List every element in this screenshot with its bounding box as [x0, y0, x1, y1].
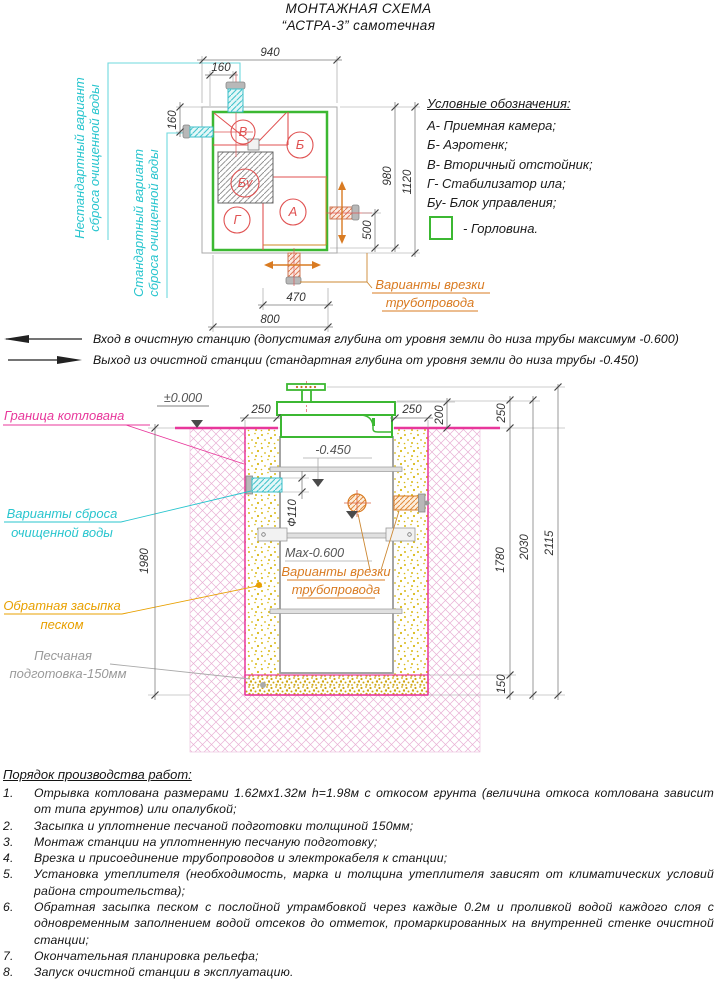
vent-pipe-cap: [226, 82, 245, 89]
legend-item-g: Г- Стабилизатор ила;: [427, 175, 566, 191]
discharge-variants-label-line2: очищенной воды: [11, 525, 113, 540]
dim-250-left: 250: [251, 404, 271, 416]
vent-pipe: [228, 89, 243, 112]
legend-title: Условные обозначения:: [427, 96, 571, 111]
tank-rib-bottom: [270, 609, 402, 614]
level-minus-450: -0.450: [315, 443, 351, 457]
level-max-600: Max-0.600: [285, 546, 345, 560]
dim-250-right: 250: [402, 404, 422, 416]
legend-item-gorlovina: [427, 216, 713, 240]
backfill-label-line1: Обратная засыпка: [3, 598, 121, 613]
inlet-note-text: Вход в очистную станцию (допустимая глубина от уровня земли до низа трубы максимум -0.600): [93, 332, 679, 346]
sand-bed: [245, 675, 428, 695]
dim-160-left: 160: [167, 110, 179, 130]
pit-boundary-label: Граница котлована: [4, 408, 125, 423]
item-number: 4.: [3, 851, 14, 866]
dim-980: 980: [382, 166, 394, 186]
dim-800: 800: [260, 314, 280, 326]
item-number: 1.: [3, 786, 14, 800]
work-order-title: Порядок производства работ:: [3, 767, 192, 782]
vent-stem: [302, 390, 311, 402]
item-number: 5.: [3, 867, 14, 882]
dim-1780: 1780: [495, 547, 507, 573]
item-text: Обратная засыпка песком с послойной утрамбовкой через каждые 0.2м и проливкой водой каждого слоя с одновременным заполнением водой отсеков до отметок, промаркированных на внутренней стенке очистной станции;: [34, 900, 714, 947]
dim-940: 940: [260, 47, 280, 59]
chamber-bu-label: Бу: [237, 175, 253, 190]
inlet-note: [2, 332, 679, 346]
dim-160-top: 160: [211, 62, 231, 74]
item-text: Засыпка и уплотнение песчаной подготовки толщиной 150мм;: [34, 818, 414, 833]
chamber-g-label: Г: [233, 212, 241, 227]
plan-side-labels: [72, 77, 161, 297]
dim-500: 500: [362, 220, 374, 240]
standard-discharge-label-line1: Стандартный вариант: [131, 149, 146, 297]
chamber-v-label: В: [238, 124, 248, 139]
plan-pipe-variants-label: [300, 253, 490, 311]
drawing-title: МОНТАЖНАЯ СХЕМА: [285, 1, 432, 16]
chamber-b-label: Б: [295, 137, 305, 152]
pipe-variants-text-line1: Варианты врезки: [375, 277, 485, 292]
work-order-item: [3, 964, 714, 980]
chamber-a-label: А: [288, 204, 298, 219]
dim-200: 200: [434, 405, 446, 425]
dim-250-top-right: 250: [496, 403, 508, 423]
work-order-item: [3, 818, 714, 834]
item-text: Отрывка котлована размерами 1.62мх1.32м h=1.98м с откосом грунта (величина откоса котлована зависит от типа грунтов) или опалубкой;: [34, 786, 714, 817]
neck-symbol-icon: [429, 216, 453, 240]
work-order-item: [3, 948, 714, 964]
dim-150: 150: [496, 674, 508, 694]
drawing-subtitle: “АСТРА-3” самотечная: [281, 18, 436, 33]
item-text: Запуск очистной станции в эксплуатацию.: [34, 965, 294, 980]
item-number: 7.: [3, 948, 14, 963]
inlet-pipe-side: [394, 496, 419, 510]
legend-item-b: Б- Аэротенк;: [427, 137, 508, 153]
work-order: [3, 767, 714, 981]
item-text: Установка утеплителя (необходимость, марка и толщина утеплителя зависят от климатических условий района строительства);: [34, 867, 714, 898]
dim-470: 470: [286, 292, 306, 304]
sand-base-label-line1: Песчаная: [34, 648, 92, 663]
work-order-item: [3, 850, 714, 866]
item-number: 8.: [3, 965, 14, 980]
legend-item-bu: Бу- Блок управления;: [427, 195, 557, 211]
section-pipe-variants-line2: трубопровода: [291, 582, 381, 597]
nonstandard-discharge-label-line2: сброса очищенной воды: [87, 84, 102, 232]
section-lid: [277, 381, 395, 437]
legend-item-a: А- Приемная камера;: [427, 118, 557, 133]
discharge-pipe: [252, 478, 282, 492]
legend-gorlovina-text: - Горловина.: [463, 220, 539, 236]
tank-rib-middle: [276, 533, 397, 538]
dim-f110: Ф110: [287, 499, 299, 527]
outlet-pipe-right-cap: [352, 205, 359, 220]
item-text: Монтаж станции на уплотненную песчаную подготовку;: [34, 834, 378, 849]
tank-rib-top: [270, 467, 402, 472]
arrow-right-icon: [2, 354, 88, 366]
inlet-pipe: [190, 127, 213, 137]
nonstandard-discharge-label-line1: Нестандартный вариант: [72, 77, 87, 239]
inlet-pipe-cap: [183, 125, 190, 138]
pipe-variants-text-line2: трубопровода: [385, 295, 475, 310]
standard-discharge-label-line2: сброса очищенной воды: [146, 149, 161, 297]
discharge-variants-label-line1: Варианты сброса: [6, 506, 118, 521]
backfill-label-line2: песком: [40, 617, 84, 632]
anchor-plate-left: [258, 528, 287, 541]
work-order-item: [3, 834, 714, 850]
outlet-note: [2, 353, 639, 367]
sand-base-label-line2: подготовка-150мм: [9, 666, 127, 681]
item-text: Окончательная планировка рельефа;: [34, 948, 259, 963]
level-zero: ±0.000: [163, 391, 203, 405]
inlet-pipe-side-cap: [419, 494, 426, 512]
item-number: 6.: [3, 900, 14, 915]
work-order-item: [3, 866, 714, 899]
work-order-item: [3, 899, 714, 948]
item-number: 2.: [3, 818, 14, 833]
dim-1980: 1980: [139, 548, 151, 574]
outlet-pipe-bottom-cap: [286, 277, 301, 284]
item-text: Врезка и присоединение трубопроводов и электрокабеля к станции;: [34, 851, 448, 866]
work-order-item: [3, 785, 714, 818]
legend: [427, 96, 713, 240]
dim-1120: 1120: [402, 169, 414, 195]
arrow-left-icon: [2, 333, 88, 345]
item-number: 3.: [3, 834, 14, 849]
section-pipe-variants-line1: Варианты врезки: [281, 564, 391, 579]
legend-item-v: В- Вторичный отстойник;: [427, 156, 593, 172]
dim-2115: 2115: [544, 530, 556, 556]
dim-2030: 2030: [519, 534, 531, 560]
outlet-note-text: Выход из очистной станции (стандартная глубина от уровня земли до низа трубы -0.450): [93, 353, 639, 367]
section-view-drawing: [0, 380, 717, 775]
